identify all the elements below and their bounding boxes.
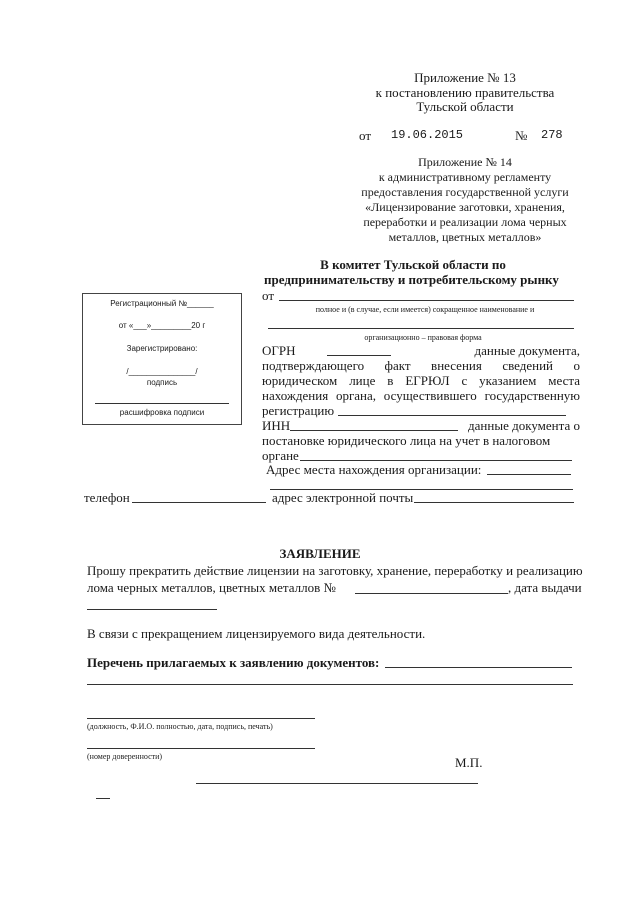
- email-field[interactable]: [414, 502, 574, 503]
- appendix-13-line2: Тульской области: [416, 99, 514, 114]
- appendix-13-line1: к постановлению правительства: [375, 85, 555, 100]
- inn-text-line: постановке юридического лица на учет в налоговом: [262, 433, 551, 448]
- organ-field[interactable]: [300, 460, 572, 461]
- inn-field[interactable]: [290, 430, 458, 431]
- seal-label: М.П.: [455, 755, 483, 770]
- docs-field-1[interactable]: [385, 667, 572, 668]
- ogrn-tail: данные документа,: [474, 343, 580, 358]
- ogrn-label: ОГРН: [262, 343, 296, 358]
- ogrn-text-line: подтверждающего факт внесения сведений о: [262, 358, 580, 373]
- decree-date: 19.06.2015: [391, 128, 464, 142]
- org-form-field[interactable]: [268, 328, 574, 329]
- reason-text: В связи с прекращением лицензируемого вида деятельности.: [87, 626, 426, 641]
- appendix-14-line: металлов, цветных металлов»: [388, 230, 542, 244]
- decree-number-label: №: [515, 128, 528, 143]
- appendix-14-title: Приложение № 14: [418, 155, 512, 169]
- appendix-14-line: «Лицензирование заготовки, хранения,: [365, 200, 565, 214]
- reg-signature-line: /_______________/: [126, 367, 198, 376]
- position-hint: (должность, Ф.И.О. полностью, дата, подпись, печать): [87, 722, 273, 731]
- statement-line1: Прошу прекратить действие лицензии на заготовку, хранение, переработку и реализацию: [87, 563, 583, 578]
- docs-label: Перечень прилагаемых к заявлению документов:: [87, 655, 380, 670]
- addressee-line1: В комитет Тульской области по: [320, 257, 506, 272]
- reg-registered: Зарегистрировано:: [126, 344, 198, 353]
- ogrn-field[interactable]: [327, 355, 391, 356]
- proxy-field[interactable]: [87, 748, 315, 749]
- appendix-13-title: Приложение № 13: [414, 70, 516, 85]
- phone-label: телефон: [84, 490, 130, 505]
- license-number-field[interactable]: [355, 593, 508, 594]
- organ-label: органе: [262, 448, 299, 463]
- address-label: Адрес места нахождения организации:: [266, 462, 482, 477]
- appendix-14-line: предоставления государственной услуги: [361, 185, 569, 199]
- reg-decoding-line: [95, 403, 229, 404]
- from-label: от: [262, 288, 275, 303]
- docs-field-2[interactable]: [87, 684, 573, 685]
- registration-field[interactable]: [338, 415, 566, 416]
- reg-date: от «___»_________20 г: [118, 321, 206, 330]
- phone-field[interactable]: [132, 502, 266, 503]
- statement-title: ЗАЯВЛЕНИЕ: [279, 546, 361, 561]
- appendix-14-line: переработки и реализации лома черных: [363, 215, 567, 229]
- position-field[interactable]: [87, 718, 315, 719]
- org-form-hint: организационно – правовая форма: [364, 333, 482, 342]
- reg-number: Регистрационный №______: [110, 299, 214, 308]
- inn-label: ИНН: [262, 418, 291, 433]
- ogrn-text-line: нахождения органа, осуществившего государственную: [262, 388, 580, 403]
- reg-decoding-label: расшифровка подписи: [119, 408, 205, 417]
- proxy-hint: (номер доверенности): [87, 752, 163, 761]
- issue-date-field[interactable]: [87, 609, 217, 610]
- decree-from-label: от: [359, 128, 372, 143]
- registration-label: регистрацию: [262, 403, 335, 418]
- dash-mark: [96, 798, 110, 799]
- email-label: адрес электронной почты: [272, 490, 414, 505]
- signature-field[interactable]: [196, 783, 478, 784]
- addressee-line2: предпринимательству и потребительскому рынку: [264, 272, 559, 287]
- org-name-hint: полное и (в случае, если имеется) сокращенное наименование и: [315, 305, 535, 314]
- statement-line2a: лома черных металлов, цветных металлов №: [87, 580, 336, 595]
- statement-line2b: , дата выдачи: [508, 580, 582, 595]
- decree-number: 278: [541, 128, 563, 142]
- org-name-field[interactable]: [279, 300, 574, 301]
- registration-box: [82, 293, 242, 425]
- address-field-1[interactable]: [487, 474, 571, 475]
- ogrn-text-line: юридическом лице в ЕГРЮЛ с указанием места: [262, 373, 580, 388]
- inn-tail: данные документа о: [468, 418, 580, 433]
- reg-signature-label: подпись: [146, 378, 178, 387]
- appendix-14-line: к административному регламенту: [378, 170, 552, 184]
